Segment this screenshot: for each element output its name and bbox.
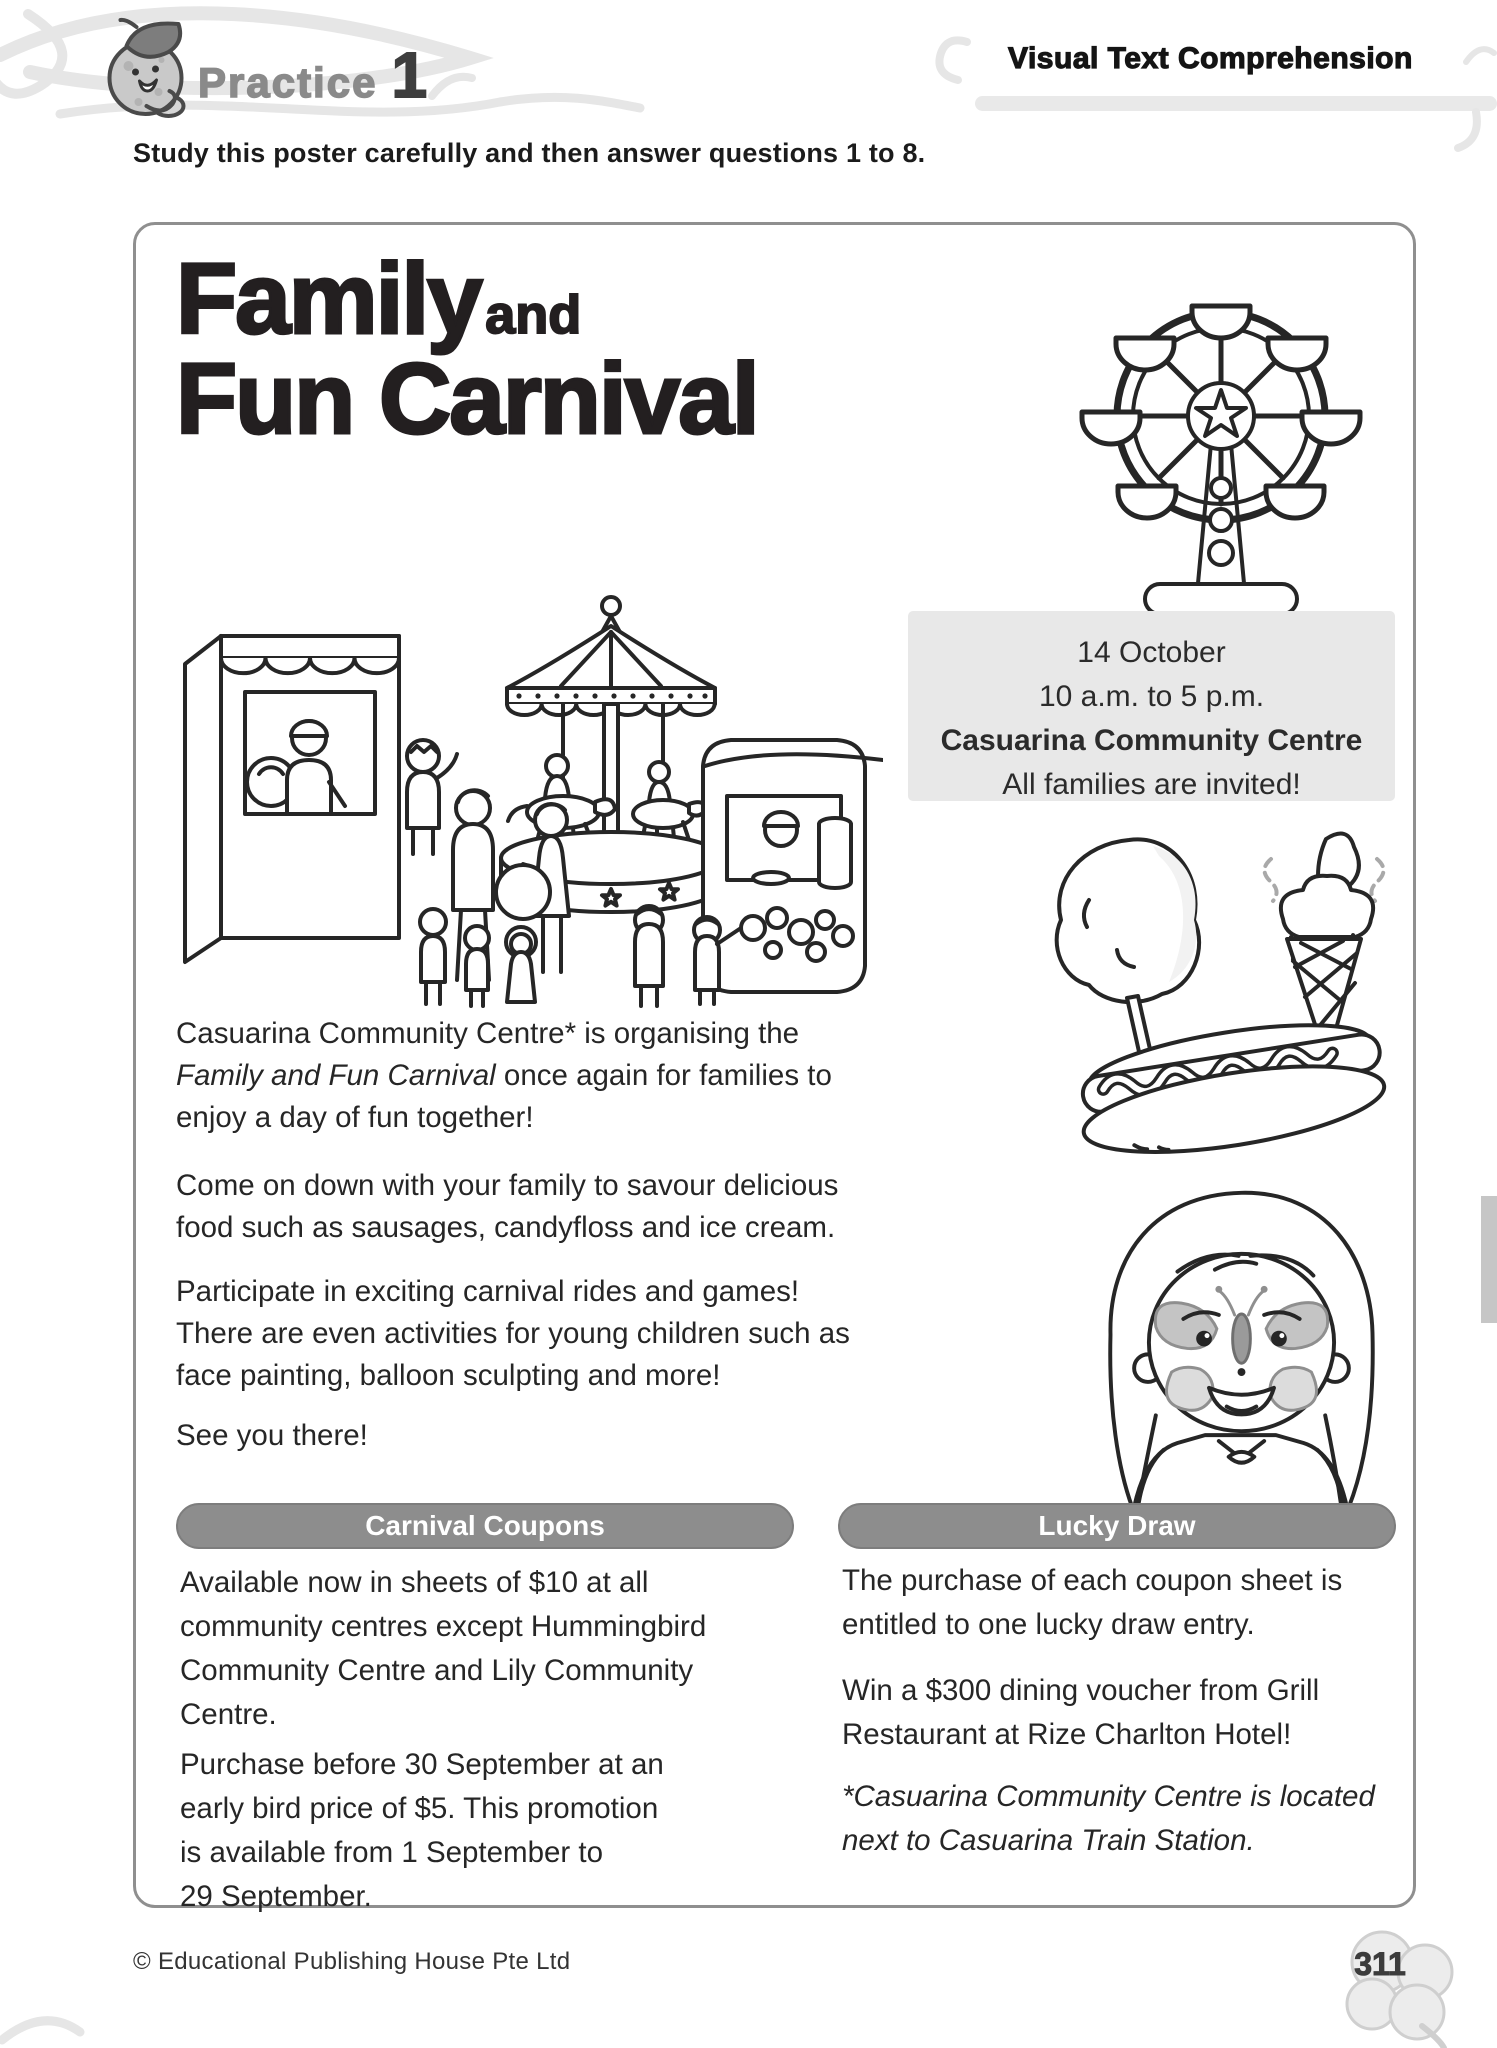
carnival-coupons-paragraph-2: Purchase before 30 September at an early bird price of $5. This promotion is available from 1 September to 29 September. — [180, 1748, 664, 1913]
practice-label: Practice — [198, 59, 378, 106]
page-number: 311 — [1354, 1946, 1406, 1982]
caterpillar-mascot-icon — [98, 16, 194, 124]
poster-title — [176, 243, 758, 455]
practice-number: 1 — [391, 39, 428, 111]
footer-swirl-decoration — [0, 1980, 120, 2048]
event-venue: Casuarina Community Centre — [940, 724, 1363, 757]
copyright-text: © Educational Publishing House Pte Ltd — [133, 1948, 571, 1975]
intro-paragraph-4: See you there! — [176, 1419, 368, 1452]
event-invite: All families are invited! — [1002, 768, 1301, 801]
lucky-draw-paragraph-1: The purchase of each coupon sheet is entitled to one lucky draw entry. — [842, 1564, 1343, 1641]
carnival-scene-illustration — [171, 590, 883, 1008]
intro-p1-line1: Casuarina Community Centre* is organising the — [176, 1017, 800, 1050]
hot-dog-icon — [1056, 1007, 1411, 1162]
ferris-wheel-illustration — [1053, 248, 1388, 613]
intro-p1-line3: enjoy a day of fun together! — [176, 1101, 534, 1134]
intro-paragraph-3: Participate in exciting carnival rides and games! There are even activities for young children such as face painting, balloon sculpting and more! — [176, 1275, 850, 1392]
lucky-draw-paragraph-2: Win a $300 dining voucher from Grill Restaurant at Rize Charlton Hotel! — [842, 1674, 1320, 1751]
carnival-poster — [133, 222, 1416, 1913]
poster-title-word1: Family — [176, 243, 481, 355]
location-footnote: *Casuarina Community Centre is located next to Casuarina Train Station. — [842, 1780, 1375, 1857]
section-title: Visual Text Comprehension — [1008, 42, 1413, 75]
event-time: 10 a.m. to 5 p.m. — [1038, 680, 1265, 713]
poster-title-line2: Fun Carnival — [176, 343, 758, 455]
poster-title-word2: and — [485, 285, 582, 345]
carnival-coupons-paragraph-1: Available now in sheets of $10 at all community centres except Hummingbird Community Centre and Lily Community Centre. — [180, 1566, 707, 1731]
event-info-box — [908, 611, 1395, 801]
event-date: 14 October — [1077, 636, 1226, 669]
lucky-draw-heading: Lucky Draw — [838, 1503, 1396, 1549]
intro-paragraph-2: Come on down with your family to savour delicious food such as sausages, candyfloss and ice cream. — [176, 1169, 839, 1244]
clover-page-number-icon — [1322, 1922, 1477, 2048]
face-paint-girl-illustration — [1061, 1181, 1421, 1508]
carnival-coupons-heading: Carnival Coupons — [176, 1503, 794, 1549]
intro-p1-italic: Family and Fun Carnival — [176, 1059, 496, 1092]
intro-paragraph-1 — [176, 1013, 832, 1139]
instruction-text: Study this poster carefully and then answer questions 1 to 8. — [133, 138, 926, 168]
practice-header — [198, 38, 427, 112]
page-edge-tab — [1481, 1196, 1497, 1323]
intro-p1-line2-rest: once again for families to — [495, 1059, 832, 1092]
